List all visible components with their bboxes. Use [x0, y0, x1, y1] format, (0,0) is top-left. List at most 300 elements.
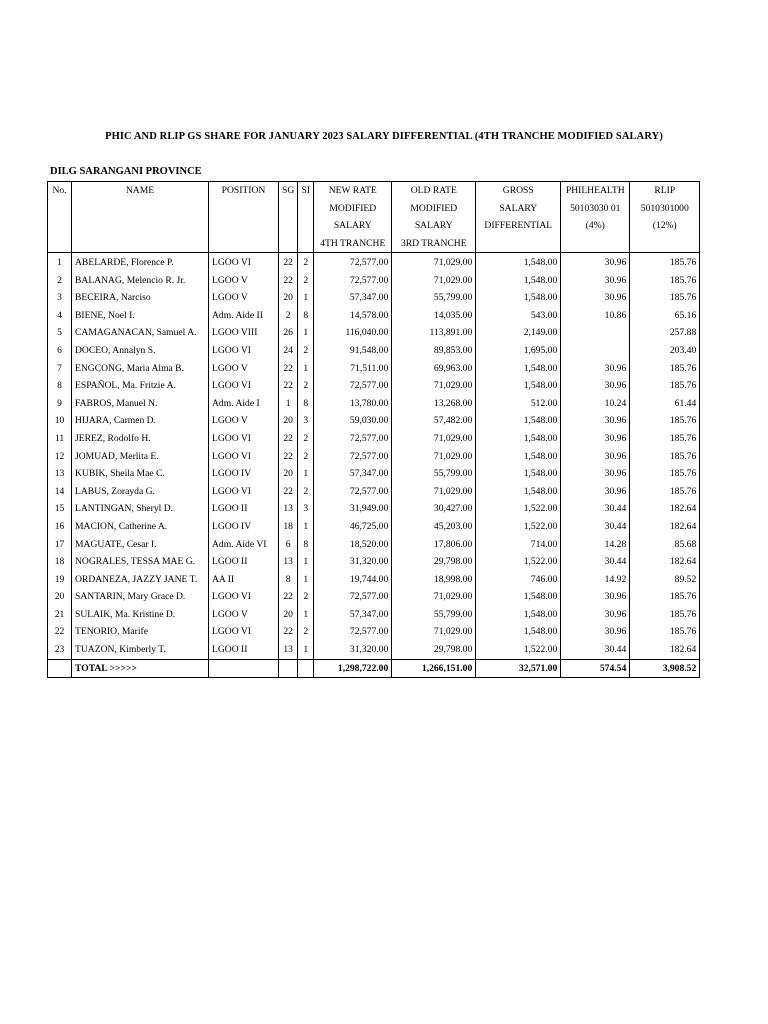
cell-gross: 1,548.00 — [476, 623, 561, 641]
cell-sg: 13 — [279, 641, 298, 659]
cell-no: 7 — [48, 360, 72, 378]
cell-new-rate: 46,725.00 — [314, 518, 392, 536]
cell-gross: 1,548.00 — [476, 606, 561, 624]
header-line: (4%) — [585, 220, 605, 231]
cell-rlip: 185.76 — [630, 377, 700, 395]
table-row — [48, 571, 700, 589]
table-row — [48, 253, 700, 272]
table-row — [48, 500, 700, 518]
header-name — [72, 182, 209, 253]
cell-rlip: 185.76 — [630, 253, 700, 272]
cell-gross: 1,548.00 — [476, 588, 561, 606]
cell-si: 1 — [298, 553, 314, 571]
cell-new-rate: 57,347.00 — [314, 606, 392, 624]
cell-name: MAGUATE, Cesar I. — [72, 536, 209, 554]
cell-no: 22 — [48, 623, 72, 641]
cell-philhealth: 30.96 — [561, 360, 630, 378]
cell-philhealth: 30.44 — [561, 553, 630, 571]
table-row — [48, 518, 700, 536]
cell-sg: 20 — [279, 465, 298, 483]
table-row — [48, 307, 700, 325]
cell-sg: 20 — [279, 289, 298, 307]
cell-old-rate: 30,427.00 — [392, 500, 476, 518]
cell-name: BIENE, Noel I. — [72, 307, 209, 325]
cell-no: 8 — [48, 377, 72, 395]
total-philhealth: 574.54 — [561, 659, 630, 678]
cell-new-rate: 57,347.00 — [314, 465, 392, 483]
total-old-rate: 1,266,151.00 — [392, 659, 476, 678]
cell-sg: 22 — [279, 430, 298, 448]
cell-rlip: 257.88 — [630, 324, 700, 342]
cell-new-rate: 14,578.00 — [314, 307, 392, 325]
cell-old-rate: 71,029.00 — [392, 253, 476, 272]
header-line: SI — [301, 185, 311, 196]
cell-gross: 1,548.00 — [476, 272, 561, 290]
cell-rlip: 182.64 — [630, 641, 700, 659]
table-row — [48, 342, 700, 360]
cell-sg: 26 — [279, 324, 298, 342]
cell-gross: 1,522.00 — [476, 553, 561, 571]
cell-old-rate: 17,806.00 — [392, 536, 476, 554]
cell-si: 1 — [298, 289, 314, 307]
cell-sg: 1 — [279, 395, 298, 413]
cell-sg: 20 — [279, 412, 298, 430]
cell-name: FABROS, Manuel N. — [72, 395, 209, 413]
cell-philhealth: 10.86 — [561, 307, 630, 325]
cell-new-rate: 72,577.00 — [314, 483, 392, 501]
salary-differential-table — [47, 181, 700, 678]
cell-philhealth: 30.96 — [561, 606, 630, 624]
cell-gross: 1,548.00 — [476, 448, 561, 466]
header-line: MODIFIED — [329, 202, 377, 214]
cell-old-rate: 29,798.00 — [392, 641, 476, 659]
cell-gross: 1,548.00 — [476, 430, 561, 448]
cell-no: 11 — [48, 430, 72, 448]
cell-no: 15 — [48, 500, 72, 518]
header-new-rate — [314, 182, 392, 253]
cell-si: 8 — [298, 395, 314, 413]
cell-gross: 1,548.00 — [476, 360, 561, 378]
header-gross — [476, 182, 561, 253]
cell-sg: 18 — [279, 518, 298, 536]
cell-si: 1 — [298, 360, 314, 378]
cell-new-rate: 72,577.00 — [314, 430, 392, 448]
cell-position: LGOO V — [209, 289, 279, 307]
cell-name: ABELARDE, Florence P. — [72, 253, 209, 272]
cell-position: LGOO VI — [209, 430, 279, 448]
header-line: 5010301000 — [640, 202, 689, 214]
header-line: 3RD TRANCHE — [400, 237, 467, 249]
table-row — [48, 448, 700, 466]
cell-si: 1 — [298, 571, 314, 589]
cell-name: TENORIO, Marife — [72, 623, 209, 641]
cell-philhealth: 30.44 — [561, 518, 630, 536]
cell-no: 9 — [48, 395, 72, 413]
cell-position: LGOO VI — [209, 483, 279, 501]
cell-no: 21 — [48, 606, 72, 624]
cell-no: 5 — [48, 324, 72, 342]
header-line: RLIP — [654, 185, 676, 196]
cell-old-rate: 55,799.00 — [392, 465, 476, 483]
cell-sg: 24 — [279, 342, 298, 360]
cell-rlip: 89.52 — [630, 571, 700, 589]
cell-new-rate: 13,780.00 — [314, 395, 392, 413]
cell-rlip: 61.44 — [630, 395, 700, 413]
cell-position: LGOO II — [209, 641, 279, 659]
cell-old-rate: 14,035.00 — [392, 307, 476, 325]
cell-philhealth: 30.96 — [561, 253, 630, 272]
cell-position: Adm. Aide VI — [209, 536, 279, 554]
cell-position: LGOO VI — [209, 377, 279, 395]
cell-new-rate: 31,320.00 — [314, 553, 392, 571]
table-row — [48, 360, 700, 378]
total-position-cell — [209, 659, 279, 678]
cell-rlip: 185.76 — [630, 430, 700, 448]
office-name: DILG SARANGANI PROVINCE — [50, 166, 202, 177]
cell-gross: 2,149.00 — [476, 324, 561, 342]
cell-si: 1 — [298, 641, 314, 659]
cell-rlip: 185.76 — [630, 588, 700, 606]
cell-old-rate: 71,029.00 — [392, 483, 476, 501]
cell-name: CAMAGANACAN, Samuel A. — [72, 324, 209, 342]
cell-rlip: 182.64 — [630, 518, 700, 536]
cell-old-rate: 29,798.00 — [392, 553, 476, 571]
total-sg-cell — [279, 659, 298, 678]
cell-position: LGOO VI — [209, 253, 279, 272]
total-new-rate: 1,298,722.00 — [314, 659, 392, 678]
cell-si: 2 — [298, 623, 314, 641]
cell-rlip: 185.76 — [630, 289, 700, 307]
cell-position: Adm. Aide I — [209, 395, 279, 413]
table-row — [48, 324, 700, 342]
cell-name: BECEIRA, Narciso — [72, 289, 209, 307]
cell-gross: 1,522.00 — [476, 518, 561, 536]
header-old-rate — [392, 182, 476, 253]
cell-position: LGOO V — [209, 606, 279, 624]
cell-position: LGOO VI — [209, 448, 279, 466]
cell-no: 3 — [48, 289, 72, 307]
cell-position: LGOO IV — [209, 465, 279, 483]
table-row — [48, 483, 700, 501]
cell-si: 8 — [298, 536, 314, 554]
cell-position: LGOO IV — [209, 518, 279, 536]
cell-gross: 746.00 — [476, 571, 561, 589]
table-row — [48, 553, 700, 571]
cell-si: 2 — [298, 253, 314, 272]
cell-old-rate: 71,029.00 — [392, 377, 476, 395]
cell-new-rate: 72,577.00 — [314, 448, 392, 466]
cell-sg: 22 — [279, 588, 298, 606]
cell-sg: 22 — [279, 448, 298, 466]
cell-philhealth: 30.96 — [561, 483, 630, 501]
cell-gross: 714.00 — [476, 536, 561, 554]
cell-name: SANTARIN, Mary Grace D. — [72, 588, 209, 606]
cell-old-rate: 69,963.00 — [392, 360, 476, 378]
cell-no: 16 — [48, 518, 72, 536]
cell-gross: 1,548.00 — [476, 377, 561, 395]
cell-name: LABUS, Zorayda G. — [72, 483, 209, 501]
header-line: (12%) — [652, 220, 677, 231]
table-row — [48, 412, 700, 430]
cell-name: SULAIK, Ma. Kristine D. — [72, 606, 209, 624]
cell-name: NOGRALES, TESSA MAE G. — [72, 553, 209, 571]
cell-name: HIJARA, Carmen D. — [72, 412, 209, 430]
header-sg — [279, 182, 298, 253]
header-line: No. — [52, 185, 67, 196]
table-row — [48, 465, 700, 483]
total-label: TOTAL >>>>> — [72, 659, 209, 678]
cell-philhealth: 14.28 — [561, 536, 630, 554]
cell-si: 2 — [298, 588, 314, 606]
cell-position: LGOO V — [209, 360, 279, 378]
cell-name: JOMUAD, Merlita E. — [72, 448, 209, 466]
cell-new-rate: 91,548.00 — [314, 342, 392, 360]
table-row — [48, 289, 700, 307]
cell-rlip: 185.76 — [630, 465, 700, 483]
cell-gross: 1,548.00 — [476, 289, 561, 307]
cell-no: 19 — [48, 571, 72, 589]
cell-sg: 22 — [279, 272, 298, 290]
cell-philhealth: 30.96 — [561, 430, 630, 448]
header-line: 4TH TRANCHE — [320, 237, 386, 249]
cell-philhealth: 30.96 — [561, 377, 630, 395]
cell-philhealth: 30.96 — [561, 623, 630, 641]
cell-philhealth — [561, 324, 630, 342]
cell-name: ORDANEZA, JAZZY JANE T. — [72, 571, 209, 589]
cell-si: 2 — [298, 377, 314, 395]
cell-si: 8 — [298, 307, 314, 325]
cell-sg: 20 — [279, 606, 298, 624]
cell-sg: 13 — [279, 500, 298, 518]
table-row — [48, 641, 700, 659]
cell-no: 6 — [48, 342, 72, 360]
header-line: POSITION — [221, 185, 266, 196]
cell-gross: 1,695.00 — [476, 342, 561, 360]
cell-philhealth: 30.96 — [561, 412, 630, 430]
cell-philhealth: 30.44 — [561, 500, 630, 518]
cell-old-rate: 71,029.00 — [392, 272, 476, 290]
table-row — [48, 536, 700, 554]
header-line: OLD RATE — [410, 185, 457, 196]
cell-old-rate: 113,891.00 — [392, 324, 476, 342]
total-gross: 32,571.00 — [476, 659, 561, 678]
header-row — [48, 182, 700, 253]
cell-no: 18 — [48, 553, 72, 571]
cell-philhealth: 30.96 — [561, 272, 630, 290]
cell-sg: 8 — [279, 571, 298, 589]
header-line: SG — [282, 185, 295, 196]
cell-no: 1 — [48, 253, 72, 272]
document-title: PHIC AND RLIP GS SHARE FOR JANUARY 2023 SALARY DIFFERENTIAL (4TH TRANCHE MODIFIED SALARY) — [105, 131, 663, 142]
cell-no: 12 — [48, 448, 72, 466]
total-rlip: 3,908.52 — [630, 659, 700, 678]
cell-no: 10 — [48, 412, 72, 430]
cell-philhealth — [561, 342, 630, 360]
cell-no: 13 — [48, 465, 72, 483]
cell-old-rate: 45,203.00 — [392, 518, 476, 536]
cell-sg: 22 — [279, 253, 298, 272]
cell-name: ENGCONG, Maria Alma B. — [72, 360, 209, 378]
cell-position: LGOO VI — [209, 342, 279, 360]
cell-old-rate: 71,029.00 — [392, 448, 476, 466]
cell-gross: 1,522.00 — [476, 641, 561, 659]
cell-rlip: 185.76 — [630, 360, 700, 378]
cell-philhealth: 30.96 — [561, 289, 630, 307]
total-si-cell — [298, 659, 314, 678]
cell-old-rate: 57,482.00 — [392, 412, 476, 430]
cell-old-rate: 18,998.00 — [392, 571, 476, 589]
header-no — [48, 182, 72, 253]
cell-gross: 1,548.00 — [476, 253, 561, 272]
cell-old-rate: 71,029.00 — [392, 588, 476, 606]
cell-sg: 22 — [279, 360, 298, 378]
cell-name: BALANAG, Melencio R. Jr. — [72, 272, 209, 290]
cell-gross: 1,548.00 — [476, 465, 561, 483]
cell-old-rate: 71,029.00 — [392, 430, 476, 448]
cell-si: 1 — [298, 465, 314, 483]
cell-new-rate: 31,949.00 — [314, 500, 392, 518]
cell-gross: 1,548.00 — [476, 412, 561, 430]
cell-name: LANTINGAN, Sheryl D. — [72, 500, 209, 518]
table-row — [48, 272, 700, 290]
cell-philhealth: 30.44 — [561, 641, 630, 659]
cell-old-rate: 71,029.00 — [392, 623, 476, 641]
header-line: PHILHEALTH — [565, 185, 625, 196]
cell-si: 1 — [298, 324, 314, 342]
cell-name: JEREZ, Rodolfo H. — [72, 430, 209, 448]
table-row — [48, 588, 700, 606]
cell-new-rate: 57,347.00 — [314, 289, 392, 307]
cell-si: 1 — [298, 606, 314, 624]
header-line: 50103030 01 — [570, 202, 621, 214]
cell-philhealth: 30.96 — [561, 465, 630, 483]
cell-rlip: 65.16 — [630, 307, 700, 325]
header-line: GROSS — [502, 185, 534, 196]
header-line: SALARY — [414, 220, 453, 231]
cell-si: 2 — [298, 483, 314, 501]
cell-sg: 6 — [279, 536, 298, 554]
cell-old-rate: 55,799.00 — [392, 606, 476, 624]
cell-new-rate: 19,744.00 — [314, 571, 392, 589]
cell-si: 2 — [298, 430, 314, 448]
cell-rlip: 203.40 — [630, 342, 700, 360]
cell-new-rate: 72,577.00 — [314, 623, 392, 641]
cell-new-rate: 31,320.00 — [314, 641, 392, 659]
cell-si: 1 — [298, 518, 314, 536]
cell-si: 3 — [298, 500, 314, 518]
cell-si: 2 — [298, 342, 314, 360]
header-line: NAME — [125, 185, 155, 196]
cell-no: 17 — [48, 536, 72, 554]
cell-rlip: 182.64 — [630, 553, 700, 571]
cell-philhealth: 30.96 — [561, 448, 630, 466]
header-line: DIFFERENTIAL — [484, 220, 553, 231]
cell-sg: 22 — [279, 377, 298, 395]
cell-position: LGOO VI — [209, 588, 279, 606]
cell-philhealth: 30.96 — [561, 588, 630, 606]
cell-position: LGOO II — [209, 553, 279, 571]
table-row — [48, 430, 700, 448]
cell-name: MACION, Catherine A. — [72, 518, 209, 536]
cell-gross: 512.00 — [476, 395, 561, 413]
total-no-cell — [48, 659, 72, 678]
cell-old-rate: 13,268.00 — [392, 395, 476, 413]
cell-position: LGOO V — [209, 412, 279, 430]
cell-position: LGOO VI — [209, 623, 279, 641]
cell-no: 23 — [48, 641, 72, 659]
cell-rlip: 185.76 — [630, 483, 700, 501]
cell-new-rate: 72,577.00 — [314, 588, 392, 606]
table-body — [48, 253, 700, 660]
cell-new-rate: 59,030.00 — [314, 412, 392, 430]
cell-sg: 22 — [279, 623, 298, 641]
cell-old-rate: 55,799.00 — [392, 289, 476, 307]
cell-si: 2 — [298, 448, 314, 466]
cell-gross: 1,522.00 — [476, 500, 561, 518]
cell-new-rate: 71,511.00 — [314, 360, 392, 378]
cell-new-rate: 72,577.00 — [314, 272, 392, 290]
cell-no: 4 — [48, 307, 72, 325]
cell-position: LGOO VIII — [209, 324, 279, 342]
cell-no: 20 — [48, 588, 72, 606]
cell-position: LGOO II — [209, 500, 279, 518]
header-line: SALARY — [333, 220, 372, 231]
header-line: NEW RATE — [328, 185, 377, 196]
cell-position: AA II — [209, 571, 279, 589]
cell-no: 14 — [48, 483, 72, 501]
header-philhealth — [561, 182, 630, 253]
cell-sg: 2 — [279, 307, 298, 325]
cell-name: ESPAÑOL, Ma. Fritzie A. — [72, 377, 209, 395]
header-position — [209, 182, 279, 253]
cell-old-rate: 89,853.00 — [392, 342, 476, 360]
cell-position: LGOO V — [209, 272, 279, 290]
cell-rlip: 185.76 — [630, 606, 700, 624]
table-row — [48, 377, 700, 395]
cell-name: KUBIK, Sheila Mae C. — [72, 465, 209, 483]
cell-philhealth: 14.92 — [561, 571, 630, 589]
total-row — [48, 659, 700, 678]
header-line: MODIFIED — [410, 202, 458, 214]
header-line: SALARY — [499, 202, 538, 214]
cell-si: 2 — [298, 272, 314, 290]
header-rlip — [630, 182, 700, 253]
cell-name: TUAZON, Kimberly T. — [72, 641, 209, 659]
cell-rlip: 185.76 — [630, 412, 700, 430]
cell-sg: 22 — [279, 483, 298, 501]
cell-rlip: 185.76 — [630, 623, 700, 641]
table-row — [48, 606, 700, 624]
cell-gross: 1,548.00 — [476, 483, 561, 501]
cell-rlip: 182.64 — [630, 500, 700, 518]
table-row — [48, 395, 700, 413]
cell-new-rate: 18,520.00 — [314, 536, 392, 554]
cell-sg: 13 — [279, 553, 298, 571]
cell-philhealth: 10.24 — [561, 395, 630, 413]
cell-gross: 543.00 — [476, 307, 561, 325]
cell-rlip: 85.68 — [630, 536, 700, 554]
header-si — [298, 182, 314, 253]
cell-new-rate: 116,040.00 — [314, 324, 392, 342]
cell-new-rate: 72,577.00 — [314, 377, 392, 395]
cell-name: DOCEO, Annalyn S. — [72, 342, 209, 360]
cell-si: 3 — [298, 412, 314, 430]
table-row — [48, 623, 700, 641]
cell-no: 2 — [48, 272, 72, 290]
cell-position: Adm. Aide II — [209, 307, 279, 325]
cell-rlip: 185.76 — [630, 448, 700, 466]
cell-rlip: 185.76 — [630, 272, 700, 290]
